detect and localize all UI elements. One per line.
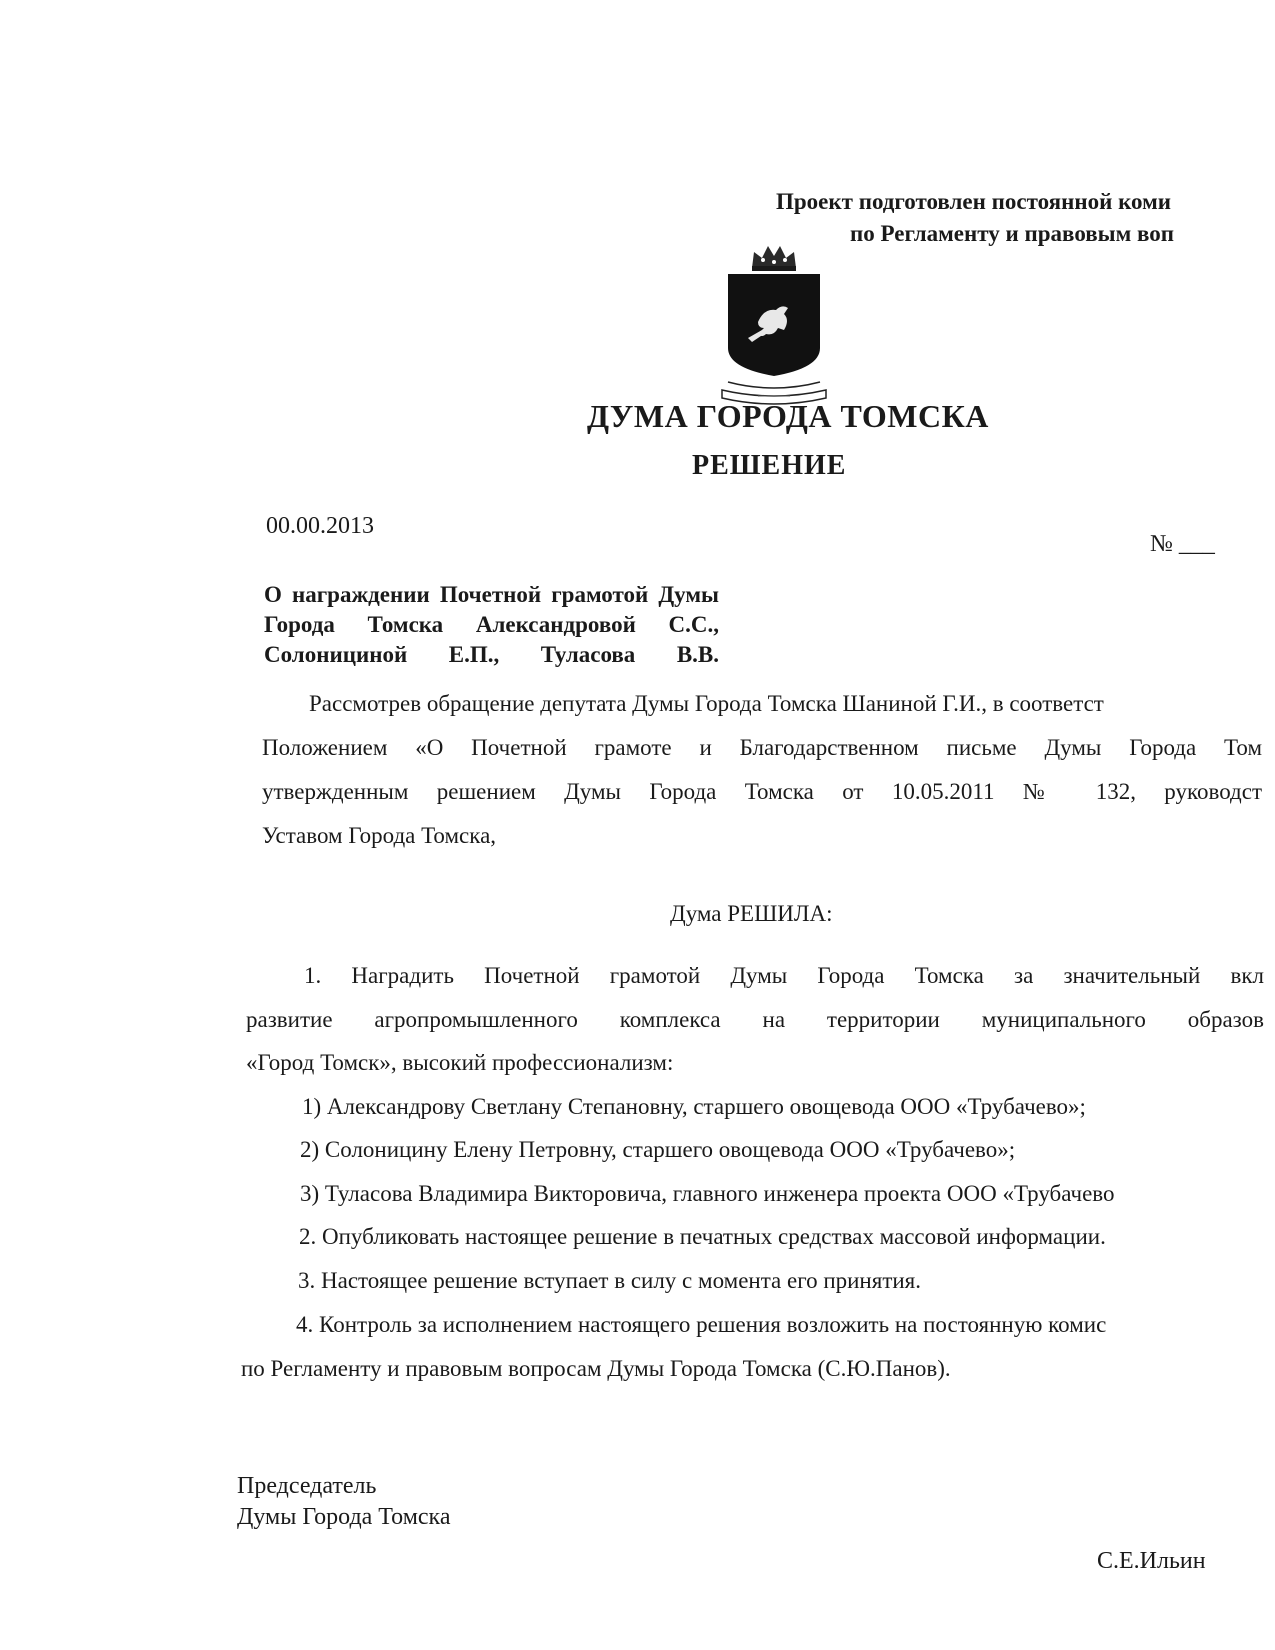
- preamble-line-2: Положением «О Почетной грамоте и Благодарственном письме Думы Города Том: [262, 735, 1262, 760]
- item-1-line-2: развитие агропромышленного комплекса на территории муниципального образов: [246, 1007, 1264, 1032]
- document-subject: О награждении Почетной грамотой Думы Города Томска Александровой С.С., Солонициной Е.П., Туласова В.В.: [264, 582, 719, 667]
- signatory-position-line-1: Председатель: [237, 1473, 377, 1499]
- preamble-line-4: Уставом Города Томска,: [262, 823, 497, 848]
- signatory-position-line-2: Думы Города Томска: [237, 1504, 451, 1530]
- item-2: 2. Опубликовать настоящее решение в печатных средствах массовой информации.: [299, 1224, 1106, 1249]
- prepared-by-line-1: Проект подготовлен постоянной коми: [776, 189, 1172, 214]
- coat-of-arms-emblem: [718, 238, 830, 418]
- awardee-1: 1) Александрову Светлану Степановну, старшего овощевода ООО «Трубачево»;: [302, 1094, 1086, 1119]
- awardee-2: 2) Солоницину Елену Петровну, старшего овощевода ООО «Трубачево»;: [300, 1137, 1016, 1162]
- item-3: 3. Настоящее решение вступает в силу с момента его принятия.: [298, 1268, 922, 1293]
- resolution-heading: Дума РЕШИЛА:: [670, 901, 833, 926]
- document-number: № ___: [1150, 531, 1215, 557]
- preamble-line-1: Рассмотрев обращение депутата Думы Города Томска Шаниной Г.И., в соответст: [309, 691, 1104, 716]
- document-type-heading: РЕШЕНИЕ: [692, 450, 847, 481]
- document-date: 00.00.2013: [266, 513, 374, 539]
- item-1-line-1: 1. Наградить Почетной грамотой Думы Города Томска за значительный вкл: [304, 963, 1264, 988]
- organization-title: ДУМА ГОРОДА ТОМСКА: [587, 398, 989, 434]
- preamble-line-3: утвержденным решением Думы Города Томска от 10.05.2011 № 132, руководст: [262, 779, 1262, 804]
- item-4-line-2: по Регламенту и правовым вопросам Думы Города Томска (С.Ю.Панов).: [241, 1356, 951, 1381]
- item-1-line-3: «Город Томск», высокий профессионализм:: [246, 1050, 674, 1075]
- prepared-by-line-2: по Регламенту и правовым воп: [850, 221, 1175, 246]
- crown-icon: [752, 246, 796, 271]
- signatory-name: С.Е.Ильин: [1097, 1548, 1206, 1574]
- awardee-3: 3) Туласова Владимира Викторовича, главного инженера проекта ООО «Трубачево: [300, 1181, 1115, 1206]
- item-4-line-1: 4. Контроль за исполнением настоящего решения возложить на постоянную комис: [296, 1312, 1107, 1337]
